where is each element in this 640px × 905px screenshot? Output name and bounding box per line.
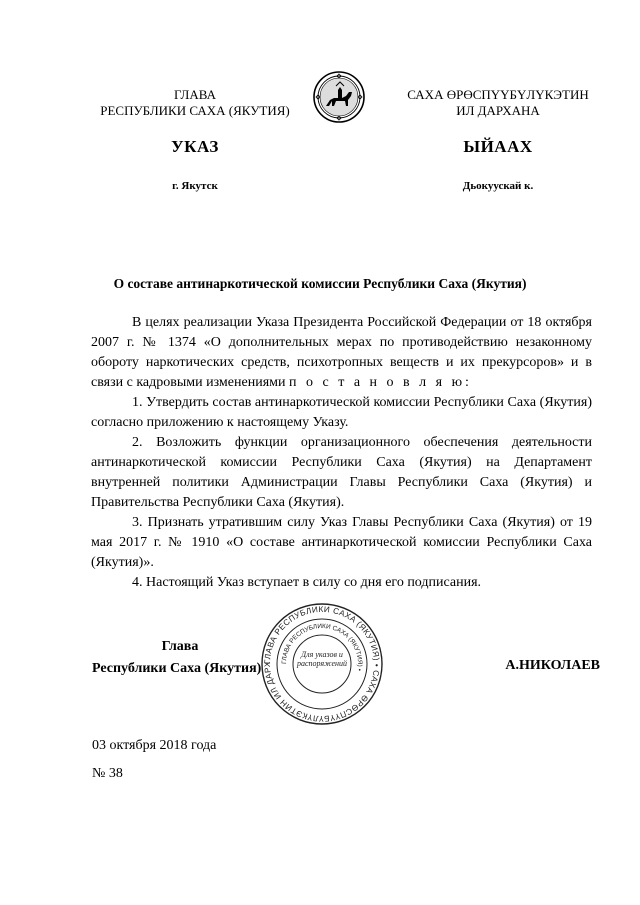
body-item-2: 2. Возложить функции организационного обеспечения деятельности антинаркотической комиссии Республики Саха (Якутия) на Департамент внутренней политики Администрации Главы Республики Саха (Якутия) и Правительства Республики Саха (Якутия).	[91, 435, 592, 510]
document-number: № 38	[92, 766, 123, 781]
header-left	[85, 87, 305, 119]
coat-of-arms-icon	[312, 70, 366, 124]
body-item-4: 4. Настоящий Указ вступает в силу со дня его подписания.	[132, 575, 482, 590]
header-right	[378, 87, 618, 119]
document-body	[91, 313, 592, 593]
city-sakha: Дьокуускай к.	[462, 180, 534, 192]
header-right-line2: ИЛ ДАРХАНА	[456, 103, 540, 118]
body-item-3: 3. Признать утратившим силу Указ Главы Республики Саха (Якутия) от 19 мая 2017 г. № 1910 «О составе антинаркотической комиссии Республики Саха (Якутия)».	[91, 515, 592, 570]
signature-position	[92, 636, 268, 680]
header-right-line1: САХА ӨРӨСПҮҮБҮЛҮКЭТИН	[407, 87, 589, 102]
body-intro-verb: п о с т а н о в л я ю:	[289, 375, 472, 390]
signature-position-line1: Глава	[161, 639, 199, 654]
stamp-center-text: Для указов и распоряжений	[296, 650, 348, 668]
signature-name: А.НИКОЛАЕВ	[505, 658, 600, 673]
body-intro-text: В целях реализации Указа Президента Российской Федерации от 18 октября 2007 г. № 1374 «О дополнительных мерах по противодействию незаконному обороту наркотических средств, психотропных веществ и их прекурсоров» и в связи с кадровыми изменениями	[91, 315, 592, 390]
header-left-line1: ГЛАВА	[174, 87, 216, 102]
official-stamp	[260, 602, 384, 726]
body-intro	[91, 313, 592, 393]
header-left-line2: РЕСПУБЛИКИ САХА (ЯКУТИЯ)	[100, 103, 290, 118]
stamp-inner-text: ГЛАВА РЕСПУБЛИКИ САХА (ЯКУТИЯ) •	[280, 622, 364, 672]
document-title: О составе антинаркотической комиссии Республики Саха (Якутия)	[113, 276, 527, 291]
decree-title-sakha: ЫЙААХ	[463, 137, 533, 156]
document-date: 03 октября 2018 года	[92, 738, 217, 753]
stamp-outer-text: ГЛАВА РЕСПУБЛИКИ САХА (ЯКУТИЯ) • САХА ӨРӨСПҮҮБҮЛҮКЭТИН ИЛ ДАРХ	[262, 604, 382, 724]
body-item-1: 1. Утвердить состав антинаркотической комиссии Республики Саха (Якутия) согласно приложению к настоящему Указу.	[91, 395, 592, 430]
signature-position-line2: Республики Саха (Якутия)	[92, 661, 262, 676]
decree-title-ru: УКАЗ	[171, 137, 219, 156]
city-ru: г. Якутск	[172, 180, 218, 192]
